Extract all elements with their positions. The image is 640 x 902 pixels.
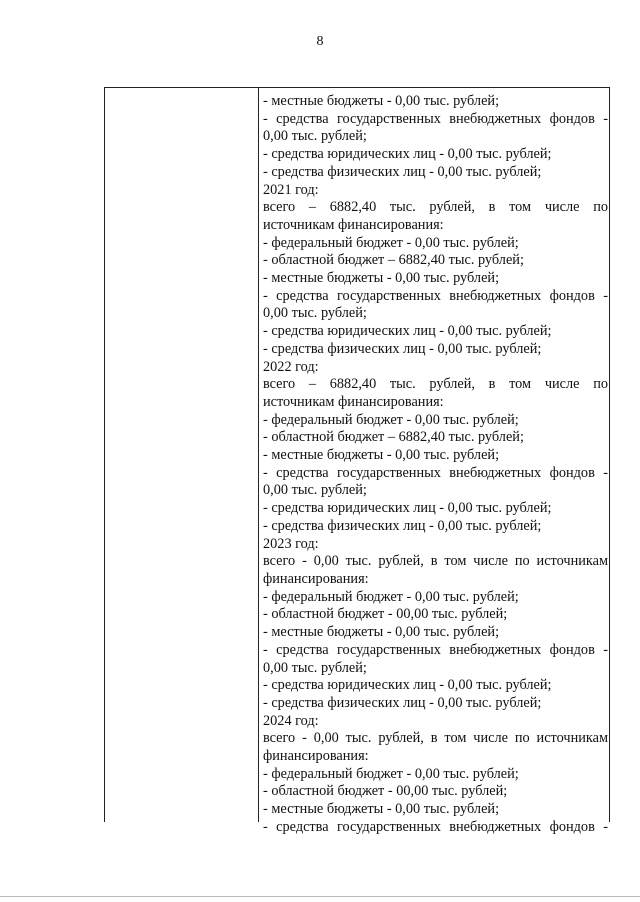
text-line: - средства государственных внебюджетных фондов - — [263, 287, 608, 304]
text-line: 0,00 тыс. рублей; — [263, 128, 367, 145]
text-line: всего - 0,00 тыс. рублей, в том числе по источникам — [263, 553, 608, 570]
text-line: - местные бюджеты - 0,00 тыс. рублей; — [263, 93, 500, 109]
text-line: - областной бюджет - 00,00 тыс. рублей; — [263, 783, 508, 800]
table-left-cell — [105, 88, 259, 822]
text-line: источникам финансирования: — [263, 393, 444, 410]
text-line: всего - 0,00 тыс. рублей, в том числе по источникам — [263, 730, 608, 747]
text-line: - федеральный бюджет - 0,00 тыс. рублей; — [263, 411, 519, 428]
text-line: - областной бюджет - 00,00 тыс. рублей; — [263, 606, 508, 623]
text-line: 2022 год: — [263, 358, 319, 375]
text-line: - областной бюджет – 6882,40 тыс. рублей; — [263, 429, 524, 446]
text-line: 2023 год: — [263, 535, 319, 552]
text-line: 2024 год: — [263, 712, 319, 729]
text-line: - средства юридических лиц - 0,00 тыс. рублей; — [263, 323, 552, 340]
text-line: всего – 6882,40 тыс. рублей, в том числе по — [263, 376, 608, 393]
text-line: - средства государственных внебюджетных фондов - — [263, 464, 608, 481]
text-line: - средства юридических лиц - 0,00 тыс. рублей; — [263, 146, 552, 163]
text-line: финансирования: — [263, 748, 369, 765]
text-line: 2021 год: — [263, 181, 319, 198]
text-line: - федеральный бюджет - 0,00 тыс. рублей; — [263, 588, 519, 605]
text-line: источникам финансирования: — [263, 216, 444, 233]
financing-table — [104, 87, 610, 835]
text-line: - местные бюджеты - 0,00 тыс. рублей; — [263, 624, 500, 641]
text-line: - средства физических лиц - 0,00 тыс. рублей; — [263, 694, 542, 711]
text-line: - федеральный бюджет - 0,00 тыс. рублей; — [263, 234, 519, 251]
text-line: - средства физических лиц - 0,00 тыс. рублей; — [263, 517, 542, 534]
page-number: 8 — [316, 34, 324, 49]
text-line: - местные бюджеты - 0,00 тыс. рублей; — [263, 801, 500, 818]
text-line: финансирования: — [263, 570, 369, 587]
text-line: - средства физических лиц - 0,00 тыс. рублей; — [263, 163, 542, 180]
bottom-rule — [0, 896, 640, 897]
text-line: - местные бюджеты - 0,00 тыс. рублей; — [263, 270, 500, 287]
text-line: - федеральный бюджет - 0,00 тыс. рублей; — [263, 765, 519, 782]
text-line: - средства государственных внебюджетных фондов - — [263, 818, 608, 835]
text-line: - средства юридических лиц - 0,00 тыс. рублей; — [263, 677, 552, 694]
text-line: 0,00 тыс. рублей; — [263, 305, 367, 322]
text-line: всего – 6882,40 тыс. рублей, в том числе по — [263, 199, 608, 216]
text-line: 0,00 тыс. рублей; — [263, 482, 367, 499]
text-line: - средства государственных внебюджетных фондов - — [263, 641, 608, 658]
text-line: - средства физических лиц - 0,00 тыс. рублей; — [263, 340, 542, 357]
text-line: - областной бюджет – 6882,40 тыс. рублей; — [263, 252, 524, 269]
text-line: - средства юридических лиц - 0,00 тыс. рублей; — [263, 500, 552, 517]
text-line: 0,00 тыс. рублей; — [263, 659, 367, 676]
text-line: - местные бюджеты - 0,00 тыс. рублей; — [263, 447, 500, 464]
table-right-cell — [259, 93, 608, 835]
text-line: - средства государственных внебюджетных фондов - — [263, 110, 608, 127]
